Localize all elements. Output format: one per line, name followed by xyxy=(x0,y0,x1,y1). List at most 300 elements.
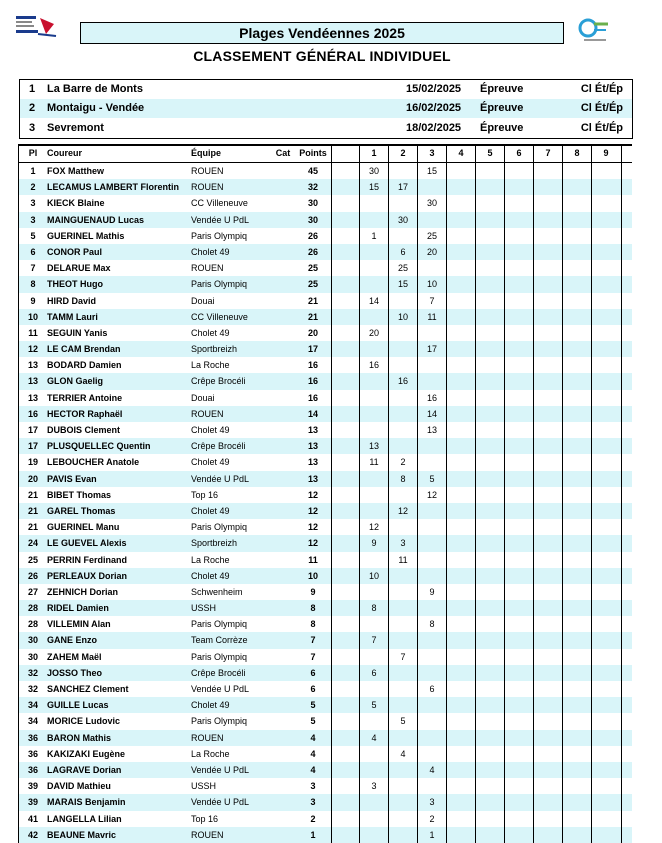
page-title: Plages Vendéennes 2025 xyxy=(80,22,564,44)
rider-name-cell: KIECK Blaine xyxy=(47,198,105,209)
stage-1-points-cell: 12 xyxy=(368,522,379,533)
stage-category: Cl Ét/Ép xyxy=(580,102,623,115)
header-e6: 6 xyxy=(516,148,522,158)
rider-name-cell: DAVID Mathieu xyxy=(47,781,111,792)
rider-name-cell: VILLEMIN Alan xyxy=(47,619,111,630)
stage-number: 2 xyxy=(29,102,36,115)
stage-1-points-cell: 4 xyxy=(371,732,377,743)
stage-type: Épreuve xyxy=(480,83,524,95)
stage-1-points-cell: 11 xyxy=(369,457,379,468)
table-row xyxy=(18,260,632,276)
team-cell: Vendée U PdL xyxy=(191,473,250,484)
stage-3-points-cell: 12 xyxy=(426,489,437,500)
stage-1-points-cell: 3 xyxy=(371,781,377,792)
points-cell: 45 xyxy=(307,166,318,176)
table-row xyxy=(18,244,632,260)
rider-name-cell: ZAHEM Maël xyxy=(47,651,102,662)
table-row xyxy=(18,406,632,422)
stage-name: Sevremont xyxy=(47,121,104,134)
table-row xyxy=(18,552,632,568)
table-row xyxy=(18,195,632,211)
stage-row xyxy=(20,119,632,138)
rank-cell: 30 xyxy=(27,651,38,662)
stage-3-points-cell: 7 xyxy=(429,295,435,306)
rank-cell: 1 xyxy=(30,166,36,176)
stage-3-points-cell: 2 xyxy=(429,813,435,824)
stage-1-points-cell: 6 xyxy=(371,667,377,678)
rank-cell: 16 xyxy=(27,408,38,419)
rank-cell: 2 xyxy=(30,182,36,193)
rider-name-cell: LEBOUCHER Anatole xyxy=(47,457,140,468)
stage-2-points-cell: 17 xyxy=(397,182,408,193)
header-e3: 3 xyxy=(429,148,435,158)
team-cell: ROUEN xyxy=(191,408,224,419)
cfv-logo xyxy=(574,16,616,44)
table-header xyxy=(18,144,632,163)
table-row xyxy=(18,341,632,357)
points-cell: 5 xyxy=(310,700,316,711)
points-cell: 21 xyxy=(307,295,318,306)
team-cell: Paris Olympiq xyxy=(191,230,248,241)
table-row xyxy=(18,632,632,648)
stage-3-points-cell: 30 xyxy=(426,198,437,209)
rider-name-cell: MORICE Ludovic xyxy=(47,716,121,727)
points-cell: 13 xyxy=(307,425,318,435)
team-cell: Vendée U PdL xyxy=(191,764,250,775)
stages-list xyxy=(19,79,633,139)
table-row xyxy=(18,179,632,195)
rank-cell: 30 xyxy=(27,635,38,646)
stage-1-points-cell: 20 xyxy=(368,327,379,338)
stage-3-points-cell: 10 xyxy=(426,279,437,290)
table-row xyxy=(18,584,632,600)
team-cell: Vendée U PdL xyxy=(191,684,250,694)
rider-name-cell: MARAIS Benjamin xyxy=(47,797,126,808)
table-row xyxy=(18,713,632,729)
table-row xyxy=(18,357,632,373)
points-cell: 3 xyxy=(310,781,316,792)
rider-name-cell: CONOR Paul xyxy=(47,246,103,257)
team-cell: Cholet 49 xyxy=(191,425,230,435)
points-cell: 13 xyxy=(307,441,318,452)
stage-2-points-cell: 15 xyxy=(397,279,408,290)
stage-1-points-cell: 10 xyxy=(368,570,379,581)
stage-name: Montaigu - Vendée xyxy=(47,102,145,115)
team-cell: Top 16 xyxy=(191,489,219,500)
team-cell: La Roche xyxy=(191,360,230,371)
table-row xyxy=(18,309,632,325)
rider-name-cell: HECTOR Raphaël xyxy=(47,408,123,419)
rider-name-cell: GUILLE Lucas xyxy=(47,700,109,711)
points-cell: 11 xyxy=(308,554,318,565)
rank-cell: 12 xyxy=(27,344,38,355)
team-cell: Sportbreizh xyxy=(191,344,238,355)
stage-2-points-cell: 8 xyxy=(400,473,406,484)
stage-3-points-cell: 17 xyxy=(426,344,437,355)
stage-3-points-cell: 9 xyxy=(429,586,435,597)
points-cell: 1 xyxy=(310,829,316,840)
stage-1-points-cell: 30 xyxy=(368,166,379,176)
points-cell: 17 xyxy=(307,344,318,355)
rider-name-cell: LECAMUS LAMBERT Florentin xyxy=(47,182,179,193)
rider-name-cell: JOSSO Theo xyxy=(47,667,103,678)
points-cell: 30 xyxy=(307,214,318,225)
stage-1-points-cell: 16 xyxy=(368,360,379,371)
header-pl: Pl xyxy=(28,148,38,158)
points-cell: 30 xyxy=(307,198,318,209)
team-cell: ROUEN xyxy=(191,829,224,840)
rank-cell: 36 xyxy=(27,764,38,775)
team-cell: Cholet 49 xyxy=(191,570,230,581)
stage-number: 3 xyxy=(29,121,36,134)
rank-cell: 32 xyxy=(27,684,38,694)
points-cell: 4 xyxy=(310,748,316,759)
rank-cell: 27 xyxy=(27,586,38,597)
rider-name-cell: BEAUNE Mavric xyxy=(47,829,117,840)
rider-name-cell: BODARD Damien xyxy=(47,360,122,371)
table-row xyxy=(18,373,632,389)
team-cell: Paris Olympiq xyxy=(191,619,248,630)
stage-3-points-cell: 4 xyxy=(429,764,435,775)
stage-2-points-cell: 4 xyxy=(400,748,406,759)
rank-cell: 36 xyxy=(27,748,38,759)
rank-cell: 21 xyxy=(27,489,38,500)
stage-3-points-cell: 20 xyxy=(426,246,437,257)
header-equipe: Équipe xyxy=(191,148,222,158)
team-cell: La Roche xyxy=(191,554,230,565)
points-cell: 6 xyxy=(310,684,316,694)
rider-name-cell: BARON Mathis xyxy=(47,732,112,743)
rank-cell: 26 xyxy=(27,570,38,581)
stage-2-points-cell: 16 xyxy=(397,376,408,387)
points-cell: 25 xyxy=(307,263,318,274)
rank-cell: 20 xyxy=(27,473,38,484)
team-cell: Cholet 49 xyxy=(191,700,230,711)
stage-number: 1 xyxy=(29,83,36,95)
stage-1-points-cell: 8 xyxy=(371,603,377,614)
stage-3-points-cell: 1 xyxy=(429,829,435,840)
points-cell: 10 xyxy=(307,570,318,581)
stage-3-points-cell: 25 xyxy=(426,230,437,241)
points-cell: 26 xyxy=(307,246,318,257)
points-cell: 12 xyxy=(307,505,318,516)
stage-2-points-cell: 3 xyxy=(400,538,406,549)
team-cell: La Roche xyxy=(191,748,230,759)
header-e5: 5 xyxy=(487,148,493,158)
header-points: Points xyxy=(299,148,327,158)
rank-cell: 11 xyxy=(28,327,38,338)
stage-1-points-cell: 1 xyxy=(371,230,377,241)
table-row xyxy=(18,746,632,762)
team-cell: ROUEN xyxy=(191,263,224,274)
team-cell: Vendée U PdL xyxy=(191,797,250,808)
header-coureur: Coureur xyxy=(47,148,83,158)
team-cell: Crêpe Brocéli xyxy=(191,376,246,387)
table-row xyxy=(18,212,632,228)
rank-cell: 28 xyxy=(27,603,38,614)
stage-2-points-cell: 12 xyxy=(397,505,408,516)
team-cell: ROUEN xyxy=(191,182,224,193)
rider-name-cell: KAKIZAKI Eugène xyxy=(47,748,126,759)
rider-name-cell: PERRIN Ferdinand xyxy=(47,554,128,565)
table-row xyxy=(18,519,632,535)
team-cell: ROUEN xyxy=(191,732,224,743)
points-cell: 21 xyxy=(307,311,318,322)
team-cell: USSH xyxy=(191,603,217,614)
team-cell: ROUEN xyxy=(191,166,224,176)
rider-name-cell: SANCHEZ Clement xyxy=(47,684,129,694)
header-e8: 8 xyxy=(574,148,580,158)
stage-2-points-cell: 30 xyxy=(397,214,408,225)
table-row xyxy=(18,665,632,681)
team-cell: Douai xyxy=(191,392,215,403)
header-e1: 1 xyxy=(371,148,377,158)
table-row xyxy=(18,697,632,713)
page-subtitle: CLASSEMENT GÉNÉRAL INDIVIDUEL xyxy=(193,48,451,64)
rank-cell: 21 xyxy=(27,505,38,516)
table-row xyxy=(18,438,632,454)
header-cat: Cat xyxy=(275,148,291,158)
rider-name-cell: LE CAM Brendan xyxy=(47,344,121,355)
stage-type: Épreuve xyxy=(480,121,524,134)
points-cell: 6 xyxy=(310,667,316,678)
team-cell: Paris Olympiq xyxy=(191,279,248,290)
team-cell: Paris Olympiq xyxy=(191,651,248,662)
points-cell: 2 xyxy=(310,813,316,824)
table-row xyxy=(18,681,632,697)
rider-name-cell: RIDEL Damien xyxy=(47,603,109,614)
points-cell: 16 xyxy=(307,376,318,387)
results-table xyxy=(18,144,632,843)
rank-cell: 13 xyxy=(27,392,38,403)
rank-cell: 21 xyxy=(27,522,38,533)
table-row xyxy=(18,276,632,292)
stage-category: Cl Ét/Ép xyxy=(580,121,623,134)
table-row xyxy=(18,390,632,406)
rider-name-cell: BIBET Thomas xyxy=(47,489,112,500)
team-cell: Paris Olympiq xyxy=(191,522,248,533)
table-row xyxy=(18,163,632,179)
stage-2-points-cell: 7 xyxy=(400,651,406,662)
points-cell: 4 xyxy=(310,732,316,743)
team-cell: Cholet 49 xyxy=(191,505,230,516)
table-row xyxy=(18,535,632,551)
header-e4: 4 xyxy=(458,148,464,158)
stage-date: 18/02/2025 xyxy=(406,121,462,134)
stage-2-points-cell: 6 xyxy=(400,246,406,257)
points-cell: 16 xyxy=(307,392,318,403)
table-row xyxy=(18,293,632,309)
points-cell: 7 xyxy=(310,651,316,662)
points-cell: 12 xyxy=(307,538,318,549)
stage-3-points-cell: 13 xyxy=(426,425,437,435)
stage-3-points-cell: 16 xyxy=(426,392,437,403)
rider-name-cell: DUBOIS Clement xyxy=(47,425,121,435)
rank-cell: 24 xyxy=(27,538,38,549)
stage-date: 15/02/2025 xyxy=(406,83,462,95)
table-row xyxy=(18,454,632,470)
stage-2-points-cell: 11 xyxy=(398,554,408,565)
team-cell: Sportbreizh xyxy=(191,538,238,549)
rank-cell: 28 xyxy=(27,619,38,630)
rider-name-cell: GLON Gaelig xyxy=(47,376,104,387)
table-row xyxy=(18,600,632,616)
rank-cell: 7 xyxy=(30,263,36,274)
rider-name-cell: TERRIER Antoine xyxy=(47,392,123,403)
stage-2-points-cell: 25 xyxy=(397,263,408,274)
points-cell: 9 xyxy=(310,586,316,597)
rider-name-cell: LAGRAVE Dorian xyxy=(47,764,122,775)
rank-cell: 6 xyxy=(30,246,36,257)
points-cell: 4 xyxy=(310,764,316,775)
points-cell: 13 xyxy=(307,457,318,468)
points-cell: 7 xyxy=(310,635,316,646)
team-cell: Vendée U PdL xyxy=(191,214,250,225)
rider-name-cell: DELARUE Max xyxy=(47,263,111,274)
rider-name-cell: HIRD David xyxy=(47,295,97,306)
stage-2-points-cell: 10 xyxy=(397,311,408,322)
team-cell: Team Corrèze xyxy=(191,635,248,646)
points-cell: 12 xyxy=(307,522,318,533)
points-cell: 26 xyxy=(307,230,318,241)
rider-name-cell: TAMM Lauri xyxy=(47,311,98,322)
rank-cell: 36 xyxy=(27,732,38,743)
team-cell: Cholet 49 xyxy=(191,457,230,468)
rider-name-cell: GAREL Thomas xyxy=(47,505,116,516)
points-cell: 13 xyxy=(307,473,318,484)
ffc-logo xyxy=(16,14,58,40)
rank-cell: 3 xyxy=(30,214,36,225)
team-cell: Cholet 49 xyxy=(191,327,230,338)
team-cell: Crêpe Brocéli xyxy=(191,441,246,452)
points-cell: 8 xyxy=(310,619,316,630)
table-row xyxy=(18,503,632,519)
rider-name-cell: GUERINEL Manu xyxy=(47,522,120,533)
table-row xyxy=(18,228,632,244)
points-cell: 20 xyxy=(307,327,318,338)
header-e2: 2 xyxy=(400,148,406,158)
stage-name: La Barre de Monts xyxy=(47,83,143,95)
stage-3-points-cell: 8 xyxy=(429,619,435,630)
rider-name-cell: ZEHNICH Dorian xyxy=(47,586,119,597)
rank-cell: 17 xyxy=(27,441,38,452)
team-cell: Douai xyxy=(191,295,215,306)
table-row xyxy=(18,730,632,746)
team-cell: Top 16 xyxy=(191,813,219,824)
table-row xyxy=(18,422,632,438)
rank-cell: 3 xyxy=(30,198,36,209)
table-row xyxy=(18,487,632,503)
table-row xyxy=(18,778,632,794)
stage-1-points-cell: 7 xyxy=(371,635,377,646)
rider-name-cell: THEOT Hugo xyxy=(47,279,103,290)
stage-3-points-cell: 5 xyxy=(429,473,435,484)
points-cell: 5 xyxy=(310,716,316,727)
stage-1-points-cell: 14 xyxy=(368,295,379,306)
rank-cell: 41 xyxy=(27,813,38,824)
rider-name-cell: GUERINEL Mathis xyxy=(47,230,125,241)
stage-3-points-cell: 15 xyxy=(426,166,437,176)
team-cell: Crêpe Brocéli xyxy=(191,667,246,678)
stage-date: 16/02/2025 xyxy=(406,102,462,115)
team-cell: Schwenheim xyxy=(191,586,243,597)
rider-name-cell: PLUSQUELLEC Quentin xyxy=(47,441,151,452)
stage-3-points-cell: 11 xyxy=(427,311,437,322)
stage-1-points-cell: 9 xyxy=(371,538,377,549)
rank-cell: 13 xyxy=(27,376,38,387)
points-cell: 3 xyxy=(310,797,316,808)
rank-cell: 34 xyxy=(27,700,38,711)
stage-3-points-cell: 3 xyxy=(429,797,435,808)
stage-3-points-cell: 6 xyxy=(429,684,435,694)
stage-type: Épreuve xyxy=(480,102,524,115)
rider-name-cell: MAINGUENAUD Lucas xyxy=(47,214,145,225)
team-cell: Cholet 49 xyxy=(191,246,230,257)
rank-cell: 32 xyxy=(27,667,38,678)
rank-cell: 13 xyxy=(27,360,38,371)
table-row xyxy=(18,616,632,632)
stage-1-points-cell: 5 xyxy=(371,700,377,711)
stage-2-points-cell: 5 xyxy=(400,716,406,727)
points-cell: 14 xyxy=(307,408,318,419)
rider-name-cell: SEGUIN Yanis xyxy=(47,327,108,338)
rank-cell: 17 xyxy=(27,425,38,435)
team-cell: CC Villeneuve xyxy=(191,311,248,322)
team-cell: USSH xyxy=(191,781,217,792)
rider-name-cell: GANE Enzo xyxy=(47,635,98,646)
rank-cell: 5 xyxy=(30,230,36,241)
points-cell: 16 xyxy=(307,360,318,371)
table-row xyxy=(18,827,632,843)
table-row xyxy=(18,568,632,584)
points-cell: 25 xyxy=(307,279,318,290)
points-cell: 32 xyxy=(307,182,318,193)
points-cell: 8 xyxy=(310,603,316,614)
table-row xyxy=(18,794,632,810)
rider-name-cell: PERLEAUX Dorian xyxy=(47,570,128,581)
stage-row xyxy=(20,80,632,99)
rider-name-cell: LANGELLA Lilian xyxy=(47,813,122,824)
team-cell: CC Villeneuve xyxy=(191,198,248,209)
table-row xyxy=(18,471,632,487)
table-body xyxy=(18,163,632,843)
rank-cell: 10 xyxy=(27,311,38,322)
points-cell: 12 xyxy=(307,489,318,500)
rider-name-cell: PAVIS Evan xyxy=(47,473,97,484)
stage-category: Cl Ét/Ép xyxy=(580,83,623,95)
table-row xyxy=(18,811,632,827)
stage-2-points-cell: 2 xyxy=(400,457,406,468)
rank-cell: 34 xyxy=(27,716,38,727)
stage-1-points-cell: 13 xyxy=(368,441,379,452)
rank-cell: 42 xyxy=(27,829,38,840)
header-e7: 7 xyxy=(545,148,551,158)
header-e9: 9 xyxy=(603,148,609,158)
rank-cell: 39 xyxy=(27,781,38,792)
rider-name-cell: LE GUEVEL Alexis xyxy=(47,538,127,549)
rank-cell: 9 xyxy=(30,295,36,306)
table-row xyxy=(18,762,632,778)
team-cell: Paris Olympiq xyxy=(191,716,248,727)
rank-cell: 39 xyxy=(27,797,38,808)
rank-cell: 8 xyxy=(30,279,36,290)
rank-cell: 25 xyxy=(27,554,38,565)
rank-cell: 19 xyxy=(27,457,38,468)
table-row xyxy=(18,649,632,665)
stage-1-points-cell: 15 xyxy=(368,182,379,193)
stage-row xyxy=(20,99,632,118)
rider-name-cell: FOX Matthew xyxy=(47,166,105,176)
